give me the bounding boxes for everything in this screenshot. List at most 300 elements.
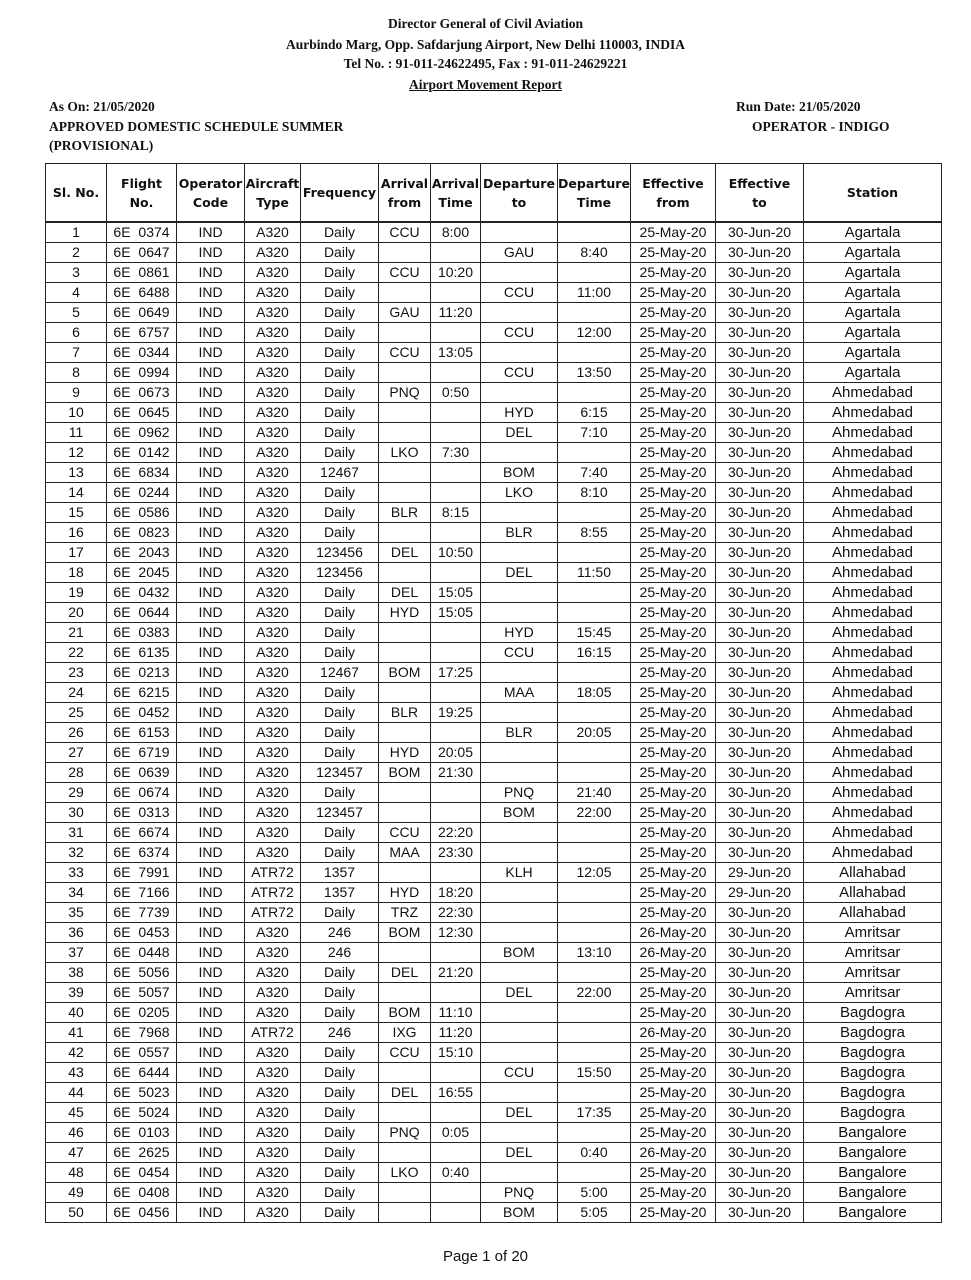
cell-departure-to: DEL (481, 563, 558, 583)
cell-operator-code: IND (177, 683, 245, 703)
cell-departure-to (481, 543, 558, 563)
cell-sl-no: 49 (46, 1183, 107, 1203)
cell-departure-time: 20:05 (558, 723, 631, 743)
cell-sl-no: 29 (46, 783, 107, 803)
cell-station: Agartala (804, 343, 942, 363)
cell-arrival-from (379, 483, 431, 503)
table-row (46, 1123, 942, 1143)
cell-departure-time (558, 743, 631, 763)
cell-station: Ahmedabad (804, 683, 942, 703)
cell-flight-no: 6E 0962 (107, 423, 177, 443)
cell-aircraft-type: A320 (245, 723, 301, 743)
cell-aircraft-type: A320 (245, 983, 301, 1003)
cell-frequency: Daily (301, 323, 379, 343)
cell-departure-time: 6:15 (558, 403, 631, 423)
cell-flight-no: 6E 6444 (107, 1063, 177, 1083)
cell-operator-code: IND (177, 483, 245, 503)
table-row (46, 623, 942, 643)
cell-operator-code: IND (177, 383, 245, 403)
cell-effective-from: 25-May-20 (631, 483, 716, 503)
org-address: Aurbindo Marg, Opp. Safdarjung Airport, New Delhi 110003, INDIA (285, 37, 686, 52)
cell-departure-time (558, 343, 631, 363)
cell-sl-no: 36 (46, 923, 107, 943)
cell-operator-code: IND (177, 1203, 245, 1223)
cell-departure-time: 11:50 (558, 563, 631, 583)
cell-aircraft-type: A320 (245, 483, 301, 503)
cell-flight-no: 6E 0313 (107, 803, 177, 823)
cell-frequency: Daily (301, 1103, 379, 1123)
cell-departure-time: 12:00 (558, 323, 631, 343)
cell-departure-to: BOM (481, 803, 558, 823)
cell-flight-no: 6E 6834 (107, 463, 177, 483)
cell-aircraft-type: A320 (245, 523, 301, 543)
cell-arrival-time (431, 683, 481, 703)
cell-operator-code: IND (177, 503, 245, 523)
cell-flight-no: 6E 5024 (107, 1103, 177, 1123)
cell-sl-no: 42 (46, 1043, 107, 1063)
cell-sl-no: 25 (46, 703, 107, 723)
cell-arrival-time (431, 523, 481, 543)
cell-departure-time (558, 963, 631, 983)
cell-station: Ahmedabad (804, 503, 942, 523)
cell-operator-code: IND (177, 1063, 245, 1083)
cell-departure-to: KLH (481, 863, 558, 883)
cell-sl-no: 46 (46, 1123, 107, 1143)
cell-frequency: Daily (301, 1143, 379, 1163)
cell-station: Ahmedabad (804, 523, 942, 543)
cell-effective-to: 30-Jun-20 (716, 923, 804, 943)
cell-station: Ahmedabad (804, 723, 942, 743)
cell-arrival-from (379, 683, 431, 703)
cell-arrival-time (431, 563, 481, 583)
cell-station: Agartala (804, 222, 942, 243)
cell-flight-no: 6E 0408 (107, 1183, 177, 1203)
cell-departure-to (481, 343, 558, 363)
cell-frequency: Daily (301, 222, 379, 243)
cell-departure-time (558, 222, 631, 243)
cell-operator-code: IND (177, 903, 245, 923)
cell-frequency: Daily (301, 903, 379, 923)
cell-aircraft-type: A320 (245, 463, 301, 483)
cell-effective-from: 25-May-20 (631, 663, 716, 683)
cell-departure-time: 13:50 (558, 363, 631, 383)
cell-arrival-time: 21:30 (431, 763, 481, 783)
cell-effective-to: 30-Jun-20 (716, 1003, 804, 1023)
cell-station: Ahmedabad (804, 403, 942, 423)
cell-flight-no: 6E 0639 (107, 763, 177, 783)
cell-arrival-from: CCU (379, 343, 431, 363)
cell-effective-from: 25-May-20 (631, 783, 716, 803)
column-header-line1: Departure (483, 175, 555, 191)
cell-aircraft-type: A320 (245, 423, 301, 443)
cell-aircraft-type: A320 (245, 303, 301, 323)
cell-departure-to: GAU (481, 243, 558, 263)
cell-operator-code: IND (177, 843, 245, 863)
table-row (46, 723, 942, 743)
cell-aircraft-type: A320 (245, 403, 301, 423)
cell-operator-code: IND (177, 463, 245, 483)
cell-aircraft-type: A320 (245, 783, 301, 803)
cell-effective-to: 30-Jun-20 (716, 1163, 804, 1183)
cell-operator-code: IND (177, 1083, 245, 1103)
cell-departure-time (558, 1083, 631, 1103)
cell-station: Allahabad (804, 903, 942, 923)
cell-arrival-time: 11:10 (431, 1003, 481, 1023)
cell-arrival-time: 0:40 (431, 1163, 481, 1183)
cell-arrival-time: 11:20 (431, 303, 481, 323)
cell-aircraft-type: A320 (245, 583, 301, 603)
cell-station: Amritsar (804, 963, 942, 983)
cell-departure-to (481, 663, 558, 683)
cell-effective-from: 25-May-20 (631, 743, 716, 763)
cell-station: Ahmedabad (804, 623, 942, 643)
cell-arrival-from (379, 403, 431, 423)
cell-arrival-time (431, 943, 481, 963)
column-header-station (804, 164, 942, 223)
cell-frequency: 12467 (301, 663, 379, 683)
cell-effective-to: 30-Jun-20 (716, 1123, 804, 1143)
table-row (46, 563, 942, 583)
cell-arrival-time: 17:25 (431, 663, 481, 683)
cell-operator-code: IND (177, 863, 245, 883)
cell-flight-no: 6E 0586 (107, 503, 177, 523)
cell-arrival-time: 10:20 (431, 263, 481, 283)
cell-aircraft-type: ATR72 (245, 863, 301, 883)
cell-arrival-time: 16:55 (431, 1083, 481, 1103)
cell-sl-no: 30 (46, 803, 107, 823)
cell-sl-no: 14 (46, 483, 107, 503)
cell-flight-no: 6E 6215 (107, 683, 177, 703)
cell-arrival-from: GAU (379, 303, 431, 323)
table-row (46, 803, 942, 823)
cell-departure-time: 5:00 (558, 1183, 631, 1203)
cell-flight-no: 6E 0456 (107, 1203, 177, 1223)
cell-effective-from: 25-May-20 (631, 463, 716, 483)
table-row (46, 323, 942, 343)
column-header-line1: Operator (178, 175, 243, 191)
cell-arrival-from (379, 983, 431, 1003)
cell-departure-to: MAA (481, 683, 558, 703)
table-row (46, 423, 942, 443)
cell-arrival-time (431, 323, 481, 343)
cell-effective-from: 25-May-20 (631, 563, 716, 583)
cell-departure-time: 12:05 (558, 863, 631, 883)
cell-flight-no: 6E 7968 (107, 1023, 177, 1043)
cell-arrival-from: LKO (379, 443, 431, 463)
cell-arrival-from (379, 1143, 431, 1163)
cell-effective-to: 30-Jun-20 (716, 383, 804, 403)
cell-effective-to: 30-Jun-20 (716, 703, 804, 723)
cell-departure-to: BLR (481, 523, 558, 543)
table-row (46, 863, 942, 883)
cell-operator-code: IND (177, 1123, 245, 1143)
cell-arrival-time: 15:05 (431, 603, 481, 623)
cell-frequency: Daily (301, 723, 379, 743)
cell-station: Amritsar (804, 923, 942, 943)
column-header-line1: Departure (558, 175, 630, 191)
cell-departure-to: CCU (481, 283, 558, 303)
cell-frequency: 246 (301, 1023, 379, 1043)
cell-sl-no: 12 (46, 443, 107, 463)
cell-departure-to: CCU (481, 643, 558, 663)
cell-departure-to (481, 763, 558, 783)
cell-arrival-from (379, 1203, 431, 1223)
cell-arrival-time (431, 1203, 481, 1223)
table-row (46, 403, 942, 423)
cell-station: Bagdogra (804, 1003, 942, 1023)
cell-effective-to: 30-Jun-20 (716, 623, 804, 643)
cell-arrival-time (431, 1183, 481, 1203)
cell-station: Ahmedabad (804, 383, 942, 403)
cell-frequency: Daily (301, 343, 379, 363)
cell-flight-no: 6E 6153 (107, 723, 177, 743)
cell-frequency: 123457 (301, 803, 379, 823)
cell-frequency: Daily (301, 263, 379, 283)
column-header-line2: Time (576, 194, 612, 210)
cell-departure-to: PNQ (481, 1183, 558, 1203)
column-header-departure-time (558, 164, 631, 223)
cell-aircraft-type: A320 (245, 243, 301, 263)
cell-effective-from: 25-May-20 (631, 983, 716, 1003)
cell-effective-from: 25-May-20 (631, 283, 716, 303)
cell-arrival-time: 21:20 (431, 963, 481, 983)
cell-departure-to (481, 583, 558, 603)
cell-arrival-from: CCU (379, 823, 431, 843)
cell-aircraft-type: A320 (245, 923, 301, 943)
cell-departure-time (558, 903, 631, 923)
cell-sl-no: 18 (46, 563, 107, 583)
cell-aircraft-type: A320 (245, 703, 301, 723)
cell-sl-no: 24 (46, 683, 107, 703)
cell-flight-no: 6E 0454 (107, 1163, 177, 1183)
cell-operator-code: IND (177, 323, 245, 343)
cell-effective-to: 30-Jun-20 (716, 583, 804, 603)
cell-arrival-time (431, 363, 481, 383)
cell-departure-time (558, 843, 631, 863)
cell-departure-time: 22:00 (558, 803, 631, 823)
cell-effective-to: 30-Jun-20 (716, 823, 804, 843)
cell-arrival-from: LKO (379, 1163, 431, 1183)
cell-station: Bangalore (804, 1163, 942, 1183)
column-header-line1: Aircraft (245, 175, 300, 191)
cell-effective-to: 30-Jun-20 (716, 423, 804, 443)
cell-effective-from: 25-May-20 (631, 843, 716, 863)
cell-sl-no: 34 (46, 883, 107, 903)
cell-operator-code: IND (177, 303, 245, 323)
table-row (46, 1023, 942, 1043)
cell-effective-to: 30-Jun-20 (716, 963, 804, 983)
column-header-frequency (301, 164, 379, 223)
cell-sl-no: 13 (46, 463, 107, 483)
cell-departure-to (481, 903, 558, 923)
cell-departure-to (481, 1123, 558, 1143)
cell-frequency: Daily (301, 783, 379, 803)
cell-departure-to (481, 303, 558, 323)
cell-effective-from: 25-May-20 (631, 1203, 716, 1223)
cell-arrival-time: 19:25 (431, 703, 481, 723)
cell-operator-code: IND (177, 263, 245, 283)
cell-sl-no: 45 (46, 1103, 107, 1123)
cell-arrival-from (379, 623, 431, 643)
cell-arrival-from (379, 723, 431, 743)
cell-arrival-from (379, 563, 431, 583)
cell-arrival-time (431, 403, 481, 423)
cell-effective-to: 30-Jun-20 (716, 443, 804, 463)
cell-departure-to (481, 703, 558, 723)
cell-operator-code: IND (177, 983, 245, 1003)
cell-aircraft-type: A320 (245, 443, 301, 463)
page-number: Page 1 of 20 (442, 1248, 529, 1265)
cell-effective-from: 25-May-20 (631, 443, 716, 463)
cell-operator-code: IND (177, 823, 245, 843)
cell-effective-from: 25-May-20 (631, 363, 716, 383)
cell-effective-from: 25-May-20 (631, 823, 716, 843)
cell-arrival-from (379, 423, 431, 443)
cell-departure-time: 18:05 (558, 683, 631, 703)
cell-operator-code: IND (177, 1103, 245, 1123)
cell-departure-to: CCU (481, 323, 558, 343)
table-row (46, 463, 942, 483)
cell-departure-time (558, 763, 631, 783)
cell-aircraft-type: A320 (245, 363, 301, 383)
column-header-effective-to (716, 164, 804, 223)
cell-sl-no: 32 (46, 843, 107, 863)
cell-aircraft-type: A320 (245, 1043, 301, 1063)
cell-frequency: Daily (301, 743, 379, 763)
cell-station: Ahmedabad (804, 463, 942, 483)
cell-flight-no: 6E 0823 (107, 523, 177, 543)
cell-station: Ahmedabad (804, 703, 942, 723)
table-row (46, 643, 942, 663)
cell-departure-time (558, 303, 631, 323)
cell-departure-time (558, 1043, 631, 1063)
cell-effective-to: 30-Jun-20 (716, 363, 804, 383)
cell-sl-no: 3 (46, 263, 107, 283)
cell-effective-from: 25-May-20 (631, 503, 716, 523)
cell-arrival-time: 20:05 (431, 743, 481, 763)
cell-sl-no: 39 (46, 983, 107, 1003)
cell-departure-to (481, 383, 558, 403)
cell-arrival-time (431, 1143, 481, 1163)
cell-station: Agartala (804, 323, 942, 343)
table-row (46, 243, 942, 263)
table-row (46, 483, 942, 503)
cell-operator-code: IND (177, 703, 245, 723)
cell-frequency: 123456 (301, 563, 379, 583)
cell-effective-from: 25-May-20 (631, 1103, 716, 1123)
cell-sl-no: 8 (46, 363, 107, 383)
cell-frequency: Daily (301, 483, 379, 503)
cell-sl-no: 16 (46, 523, 107, 543)
cell-sl-no: 15 (46, 503, 107, 523)
cell-flight-no: 6E 7739 (107, 903, 177, 923)
cell-effective-to: 30-Jun-20 (716, 1083, 804, 1103)
cell-aircraft-type: A320 (245, 683, 301, 703)
cell-station: Bangalore (804, 1123, 942, 1143)
cell-station: Ahmedabad (804, 483, 942, 503)
cell-departure-time: 15:45 (558, 623, 631, 643)
cell-aircraft-type: A320 (245, 943, 301, 963)
cell-frequency: Daily (301, 523, 379, 543)
cell-arrival-time (431, 1103, 481, 1123)
cell-arrival-from: HYD (379, 743, 431, 763)
column-header-line1: Effective (728, 175, 791, 191)
cell-station: Agartala (804, 243, 942, 263)
cell-departure-time: 21:40 (558, 783, 631, 803)
cell-arrival-from (379, 1183, 431, 1203)
cell-arrival-from: DEL (379, 963, 431, 983)
cell-arrival-time: 15:05 (431, 583, 481, 603)
cell-arrival-from: DEL (379, 543, 431, 563)
cell-departure-to: DEL (481, 983, 558, 1003)
cell-frequency: Daily (301, 623, 379, 643)
column-header-sl-no (46, 164, 107, 223)
cell-effective-to: 30-Jun-20 (716, 763, 804, 783)
cell-flight-no: 6E 6757 (107, 323, 177, 343)
cell-effective-to: 30-Jun-20 (716, 663, 804, 683)
cell-frequency: Daily (301, 843, 379, 863)
cell-effective-to: 30-Jun-20 (716, 1043, 804, 1063)
cell-effective-from: 25-May-20 (631, 683, 716, 703)
cell-aircraft-type: A320 (245, 222, 301, 243)
cell-effective-from: 25-May-20 (631, 1123, 716, 1143)
cell-aircraft-type: A320 (245, 843, 301, 863)
cell-arrival-time: 7:30 (431, 443, 481, 463)
cell-operator-code: IND (177, 603, 245, 623)
cell-flight-no: 6E 0861 (107, 263, 177, 283)
cell-frequency: Daily (301, 363, 379, 383)
table-row (46, 523, 942, 543)
cell-flight-no: 6E 0674 (107, 783, 177, 803)
cell-arrival-time: 18:20 (431, 883, 481, 903)
cell-effective-from: 25-May-20 (631, 523, 716, 543)
cell-flight-no: 6E 0557 (107, 1043, 177, 1063)
cell-flight-no: 6E 0645 (107, 403, 177, 423)
cell-departure-time (558, 603, 631, 623)
cell-frequency: Daily (301, 1063, 379, 1083)
cell-aircraft-type: A320 (245, 503, 301, 523)
cell-station: Ahmedabad (804, 583, 942, 603)
cell-operator-code: IND (177, 723, 245, 743)
cell-arrival-from (379, 643, 431, 663)
column-header-arrival-from (379, 164, 431, 223)
cell-arrival-time: 23:30 (431, 843, 481, 863)
cell-departure-time: 8:55 (558, 523, 631, 543)
cell-station: Ahmedabad (804, 443, 942, 463)
cell-station: Amritsar (804, 943, 942, 963)
cell-departure-time (558, 663, 631, 683)
cell-flight-no: 6E 0142 (107, 443, 177, 463)
cell-sl-no: 38 (46, 963, 107, 983)
cell-effective-to: 30-Jun-20 (716, 543, 804, 563)
cell-frequency: 246 (301, 923, 379, 943)
cell-sl-no: 28 (46, 763, 107, 783)
cell-effective-to: 30-Jun-20 (716, 222, 804, 243)
column-header-line2: to (752, 194, 767, 210)
cell-departure-to: CCU (481, 363, 558, 383)
cell-operator-code: IND (177, 943, 245, 963)
cell-frequency: Daily (301, 1043, 379, 1063)
cell-aircraft-type: A320 (245, 963, 301, 983)
table-row (46, 1083, 942, 1103)
cell-sl-no: 22 (46, 643, 107, 663)
cell-arrival-from (379, 1063, 431, 1083)
cell-operator-code: IND (177, 583, 245, 603)
cell-effective-to: 30-Jun-20 (716, 843, 804, 863)
cell-flight-no: 6E 2625 (107, 1143, 177, 1163)
cell-station: Ahmedabad (804, 823, 942, 843)
column-header-line2: from (387, 194, 422, 210)
